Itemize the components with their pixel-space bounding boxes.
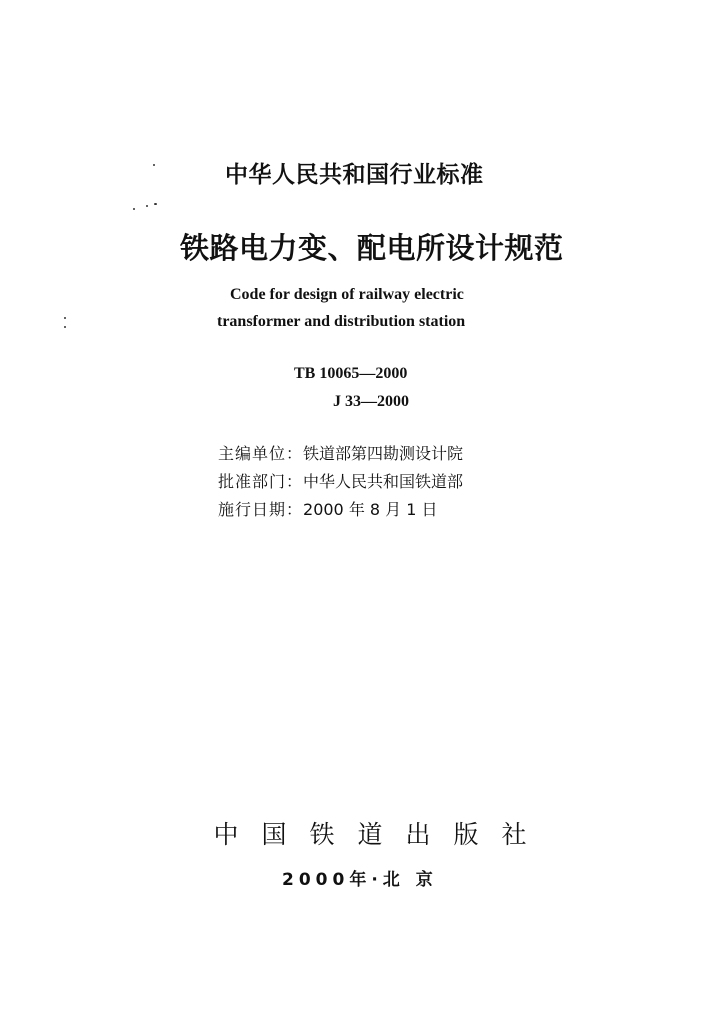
industry-standard-heading: 中华人民共和国行业标准 [225,162,484,188]
editor-value: 铁道部第四勘测设计院 [303,444,464,463]
publisher-name [202,815,538,851]
publisher-char: 版 [453,820,479,849]
scan-speck [64,317,66,319]
document-title-english-line2: transformer and distribution station [217,313,466,330]
scan-speck [153,164,155,166]
document-title-chinese: 铁路电力变、配电所设计规范 [180,231,564,265]
publisher-char: 道 [357,820,383,849]
effective-date-value: 2000 年 8 月 1 日 [303,500,438,519]
record-number: J 33—2000 [333,393,409,410]
approver-label: 批准部门： [218,472,304,491]
standard-number: TB 10065—2000 [294,365,408,382]
document-title-english-line1: Code for design of railway electric [230,286,464,303]
scan-speck [146,205,148,207]
editor-label: 主编单位： [218,444,304,463]
editor-row [218,441,463,464]
publisher-char: 社 [501,820,527,849]
scan-speck [64,326,66,328]
approver-row [218,469,463,492]
effective-date-label: 施行日期： [218,500,304,519]
publisher-char: 国 [261,820,287,849]
scan-speck [154,203,157,205]
publication-date-place: 2000年·北 京 [282,870,438,890]
publisher-char: 铁 [309,820,335,849]
effective-date-row [218,497,438,520]
publisher-char: 中 [213,820,239,849]
approver-value: 中华人民共和国铁道部 [303,472,464,491]
scan-speck [133,208,135,210]
publisher-char: 出 [405,820,431,849]
